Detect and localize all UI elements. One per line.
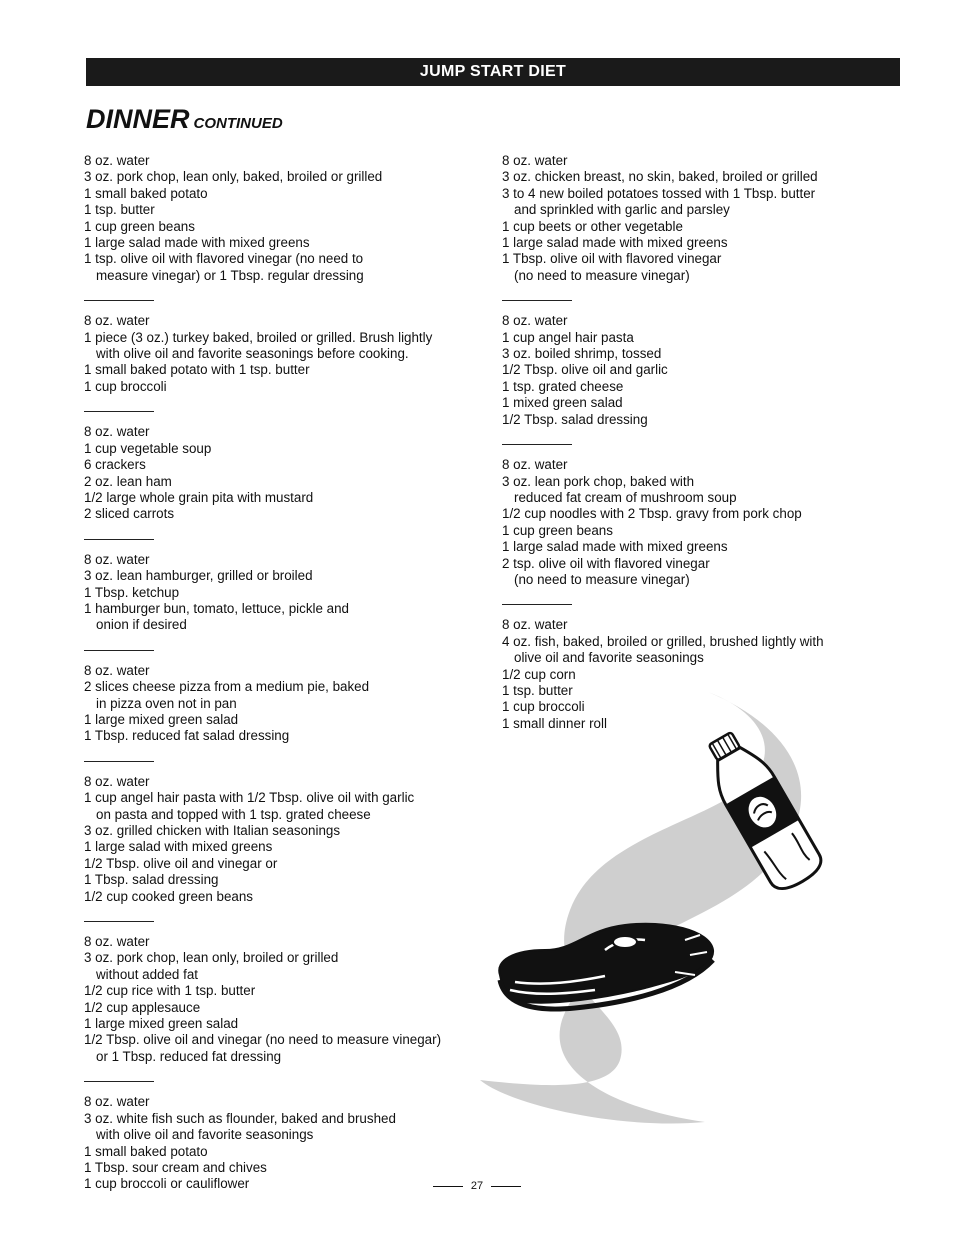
meal-option bbox=[84, 934, 474, 1065]
meal-separator bbox=[84, 761, 154, 762]
meal-item: 8 oz. water bbox=[502, 617, 568, 633]
meal-item: 8 oz. water bbox=[84, 153, 150, 168]
meal-item: 1 cup angel hair pasta with 1/2 Tbsp. olive oil with garlic bbox=[84, 790, 415, 806]
meal-separator bbox=[502, 444, 572, 445]
meal-item: 1/2 Tbsp. salad dressing bbox=[502, 411, 648, 427]
meal-item: 1 cup broccoli bbox=[502, 699, 585, 715]
meal-item: 1 large salad with mixed greens bbox=[84, 839, 273, 855]
meal-item: 8 oz. water bbox=[84, 662, 150, 678]
meal-item: 1 small dinner roll bbox=[502, 715, 607, 731]
meal-item: in pizza oven not in pan bbox=[96, 695, 237, 711]
meal-option bbox=[84, 552, 474, 634]
meal-item: (no need to measure vinegar) bbox=[514, 267, 690, 283]
meal-item: 1 large salad made with mixed greens bbox=[502, 539, 728, 555]
meal-item: 1 piece (3 oz.) turkey baked, broiled or grilled. Brush lightly bbox=[84, 329, 433, 345]
meal-item: 3 oz. pork chop, lean only, broiled or grilled bbox=[84, 950, 339, 966]
meal-separator bbox=[84, 539, 154, 540]
meal-item: 3 oz. lean pork chop, baked with bbox=[502, 473, 695, 489]
footer-rule-left bbox=[433, 1186, 463, 1187]
meal-item: (no need to measure vinegar) bbox=[514, 571, 690, 587]
meal-item: 1 tsp. olive oil with flavored vinegar (no need to bbox=[84, 251, 364, 267]
meal-item: 2 slices cheese pizza from a medium pie, baked bbox=[84, 679, 370, 695]
meal-item: 1 hamburger bun, tomato, lettuce, pickle and bbox=[84, 600, 349, 616]
meal-item: on pasta and topped with 1 tsp. grated cheese bbox=[96, 806, 371, 822]
meal-item: 1/2 cup noodles with 2 Tbsp. gravy from pork chop bbox=[502, 506, 802, 522]
meal-item: measure vinegar) or 1 Tbsp. regular dressing bbox=[96, 267, 364, 283]
meal-item: 1/2 Tbsp. olive oil and vinegar (no need to measure vinegar) bbox=[84, 1032, 442, 1048]
meal-item: 2 sliced carrots bbox=[84, 506, 175, 522]
meal-item: 1/2 cup rice with 1 tsp. butter bbox=[84, 983, 256, 999]
page-title bbox=[86, 104, 283, 135]
meal-item: 1 cup broccoli bbox=[84, 378, 167, 394]
meal-item: 1 cup green beans bbox=[84, 218, 195, 234]
meal-option bbox=[84, 313, 474, 395]
meal-item: 2 oz. lean ham bbox=[84, 473, 172, 489]
meal-separator bbox=[84, 300, 154, 301]
meal-option bbox=[502, 153, 862, 284]
meal-item: 3 oz. pork chop, lean only, baked, broiled or grilled bbox=[84, 169, 383, 185]
meal-item: 3 to 4 new boiled potatoes tossed with 1 Tbsp. butter bbox=[502, 185, 816, 201]
meal-item: 8 oz. water bbox=[502, 313, 568, 329]
meal-item: 1/2 large whole grain pita with mustard bbox=[84, 489, 314, 505]
meal-item: 1 cup broccoli or cauliflower bbox=[84, 1176, 250, 1192]
meal-item: 1/2 cup applesauce bbox=[84, 999, 201, 1015]
left-column bbox=[84, 153, 474, 1193]
meal-item: 8 oz. water bbox=[84, 313, 150, 329]
meal-item: 1 cup green beans bbox=[502, 522, 613, 538]
meal-item: 1 large salad made with mixed greens bbox=[84, 235, 310, 251]
meal-item: 1 Tbsp. reduced fat salad dressing bbox=[84, 728, 290, 744]
meal-item: 1 cup beets or other vegetable bbox=[502, 218, 683, 234]
title-main: DINNER bbox=[86, 104, 190, 134]
meal-item: 3 oz. white fish such as flounder, baked and brushed bbox=[84, 1110, 396, 1126]
meal-item: 3 oz. chicken breast, no skin, baked, broiled or grilled bbox=[502, 169, 818, 185]
title-subtitle: CONTINUED bbox=[193, 115, 283, 132]
meal-item: 1 small baked potato bbox=[84, 1143, 208, 1159]
meal-item: without added fat bbox=[96, 966, 198, 982]
meal-item: 8 oz. water bbox=[84, 773, 150, 789]
meal-item: 8 oz. water bbox=[502, 457, 568, 473]
meal-item: 2 tsp. olive oil with flavored vinegar bbox=[502, 555, 710, 571]
meal-item: 1 Tbsp. sour cream and chives bbox=[84, 1159, 267, 1175]
meal-item: 1/2 Tbsp. olive oil and vinegar or bbox=[84, 855, 278, 871]
meal-separator bbox=[502, 604, 572, 605]
meal-item: 1 mixed green salad bbox=[502, 395, 623, 411]
meal-item: 3 oz. boiled shrimp, tossed bbox=[502, 346, 662, 362]
meal-item: 1/2 cup cooked green beans bbox=[84, 888, 253, 904]
meal-item: 1/2 Tbsp. olive oil and garlic bbox=[502, 362, 668, 378]
meal-option bbox=[84, 774, 474, 905]
meal-item: 1/2 cup corn bbox=[502, 666, 576, 682]
meal-separator bbox=[84, 411, 154, 412]
meal-item: 1 large mixed green salad bbox=[84, 711, 239, 727]
steak-icon bbox=[499, 924, 713, 1009]
meal-item: 3 oz. grilled chicken with Italian seasonings bbox=[84, 823, 341, 838]
footer-rule-right bbox=[491, 1186, 521, 1187]
meal-item: or 1 Tbsp. reduced fat dressing bbox=[96, 1048, 282, 1064]
meal-option bbox=[84, 153, 474, 284]
meal-item: 1 small baked potato bbox=[84, 185, 208, 201]
meal-option bbox=[84, 663, 474, 745]
meal-option bbox=[84, 1094, 474, 1192]
meal-separator bbox=[84, 1081, 154, 1082]
meal-item: 8 oz. water bbox=[84, 1094, 150, 1110]
meal-option bbox=[502, 313, 862, 428]
meal-item: 8 oz. water bbox=[84, 934, 150, 950]
meal-item: onion if desired bbox=[96, 617, 187, 633]
decorative-illustration bbox=[470, 690, 850, 1130]
meal-item: 1 small baked potato with 1 tsp. butter bbox=[84, 362, 310, 378]
meal-separator bbox=[84, 650, 154, 651]
meal-item: 1 large salad made with mixed greens bbox=[502, 235, 728, 251]
meal-item: 1 tsp. butter bbox=[84, 202, 155, 218]
meal-item: 1 large mixed green salad bbox=[84, 1016, 239, 1032]
meal-separator bbox=[84, 921, 154, 922]
meal-item: 1 tsp. butter bbox=[502, 682, 573, 698]
meal-option bbox=[84, 424, 474, 522]
meal-item: 1 cup vegetable soup bbox=[84, 440, 212, 456]
meal-option bbox=[502, 457, 862, 588]
meal-item: reduced fat cream of mushroom soup bbox=[514, 489, 737, 505]
meal-separator bbox=[502, 300, 572, 301]
page-footer bbox=[0, 1180, 954, 1192]
section-banner: JUMP START DIET bbox=[86, 58, 900, 86]
meal-item: 3 oz. lean hamburger, grilled or broiled bbox=[84, 568, 313, 584]
meal-item: 1 Tbsp. salad dressing bbox=[84, 872, 219, 888]
page-number: 27 bbox=[470, 1180, 484, 1192]
meal-item: 8 oz. water bbox=[84, 424, 150, 440]
meal-item: 4 oz. fish, baked, broiled or grilled, brushed lightly with bbox=[502, 633, 824, 649]
meal-item: 6 crackers bbox=[84, 457, 146, 473]
right-column bbox=[502, 153, 862, 732]
meal-item: and sprinkled with garlic and parsley bbox=[514, 202, 730, 218]
meal-item: 1 Tbsp. olive oil with flavored vinegar bbox=[502, 251, 722, 267]
meal-item: 1 cup angel hair pasta bbox=[502, 329, 634, 345]
meal-item: with olive oil and favorite seasonings bbox=[96, 1127, 314, 1143]
meal-item: 8 oz. water bbox=[502, 153, 568, 168]
meal-item: with olive oil and favorite seasonings before cooking. bbox=[96, 346, 409, 362]
meal-item: olive oil and favorite seasonings bbox=[514, 650, 704, 666]
meal-item: 1 Tbsp. ketchup bbox=[84, 584, 180, 600]
meal-item: 8 oz. water bbox=[84, 551, 150, 567]
meal-item: 1 tsp. grated cheese bbox=[502, 378, 624, 394]
